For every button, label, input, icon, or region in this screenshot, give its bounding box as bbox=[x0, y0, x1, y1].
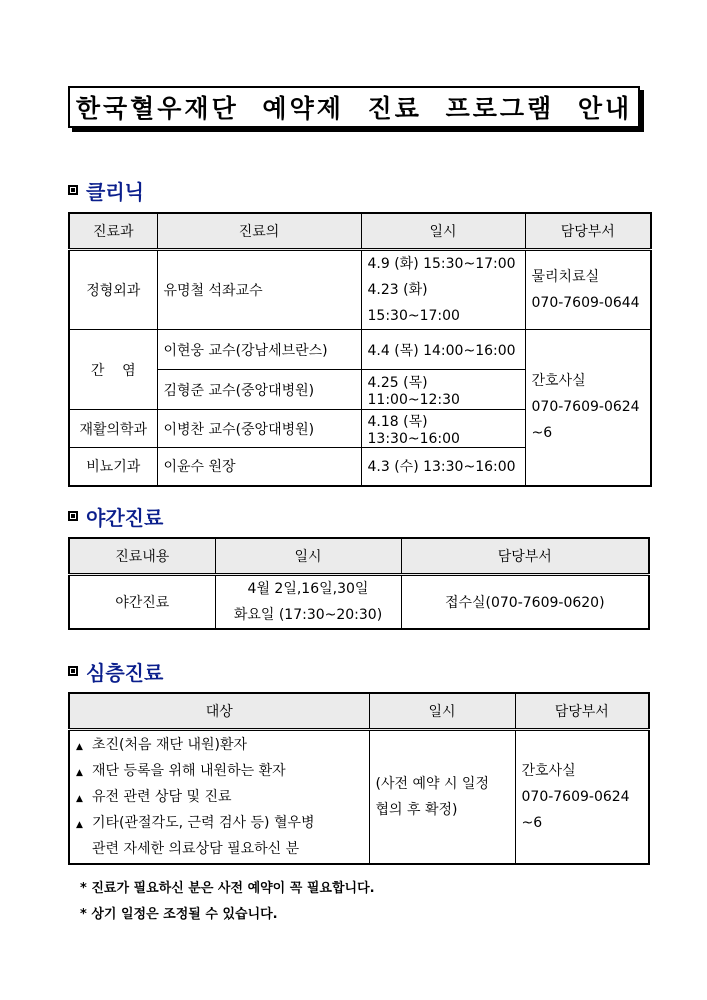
doctor-cell: 이병찬 교수(중앙대병원) bbox=[157, 410, 361, 448]
schedule-cell bbox=[369, 730, 515, 865]
table-row bbox=[69, 330, 651, 370]
triangle-bullet-icon: ▲ bbox=[76, 794, 83, 804]
date-cell: 4.18 (목) 13:30~16:00 bbox=[361, 410, 525, 448]
header-cell: 일시 bbox=[361, 213, 525, 250]
dept-cell: 비뇨기과 bbox=[69, 448, 157, 486]
notes bbox=[80, 876, 375, 928]
contact-name: 간호사실 bbox=[531, 373, 586, 390]
square-bullet-icon bbox=[68, 666, 78, 676]
contact-phone-ext: ~6 bbox=[521, 815, 543, 831]
date-cell bbox=[361, 250, 525, 330]
contact-cell bbox=[525, 330, 651, 486]
table-header-row bbox=[69, 693, 649, 730]
section-heading-night bbox=[68, 502, 163, 530]
list-item: ▲ 기타(관절각도, 근력 검사 등) 혈우병 bbox=[76, 811, 363, 837]
night-table bbox=[68, 537, 650, 630]
date-line: 4월 2일,16일,30일 bbox=[247, 581, 369, 597]
contact-phone: 070-7609-0624 bbox=[521, 789, 630, 805]
doctor-cell: 이현웅 교수(강남세브란스) bbox=[157, 330, 361, 370]
header-cell: 담당부서 bbox=[515, 693, 649, 730]
header-cell: 담당부서 bbox=[525, 213, 651, 250]
date-cell bbox=[215, 575, 401, 630]
section-heading-deep bbox=[68, 657, 163, 685]
date-line: 4.9 (화) 15:30~17:00 bbox=[367, 256, 516, 272]
schedule-line: 협의 후 확정) bbox=[375, 802, 458, 818]
target-list bbox=[76, 731, 363, 863]
note-line: * 상기 일정은 조정될 수 있습니다. bbox=[80, 907, 278, 922]
target-cell bbox=[69, 730, 369, 865]
date-cell: 4.4 (목) 14:00~16:00 bbox=[361, 330, 525, 370]
dept-cell: 정형외과 bbox=[69, 250, 157, 330]
section-heading-label: 클리닉 bbox=[86, 179, 144, 204]
header-cell: 대상 bbox=[69, 693, 369, 730]
contact-phone: 070-7609-0624 bbox=[531, 399, 640, 416]
contact-phone-ext: ~6 bbox=[531, 425, 553, 442]
date-cell: 4.25 (목) 11:00~12:30 bbox=[361, 370, 525, 410]
date-cell: 4.3 (수) 13:30~16:00 bbox=[361, 448, 525, 486]
page-title: 한국혈우재단 예약제 진료 프로그램 안내 bbox=[68, 86, 640, 128]
list-item: ▲ 초진(처음 재단 내원)환자 bbox=[76, 733, 363, 759]
list-item: ▲ 유전 관련 상담 및 진료 bbox=[76, 785, 363, 811]
square-bullet-icon bbox=[68, 511, 78, 521]
dept-cell: 재활의학과 bbox=[69, 410, 157, 448]
table-row bbox=[69, 250, 651, 330]
table-row bbox=[69, 575, 649, 630]
table-header-row bbox=[69, 538, 649, 575]
dept-cell: 간 염 bbox=[69, 330, 157, 410]
list-item: 관련 자세한 의료상담 필요하신 분 bbox=[92, 841, 300, 857]
clinic-table bbox=[68, 212, 652, 487]
triangle-bullet-icon: ▲ bbox=[76, 820, 83, 830]
date-line: 화요일 (17:30~20:30) bbox=[233, 607, 383, 623]
date-line: 4.23 (화) 15:30~17:00 bbox=[367, 282, 460, 324]
contact-cell bbox=[515, 730, 649, 865]
triangle-bullet-icon: ▲ bbox=[76, 742, 83, 752]
section-heading-label: 심층진료 bbox=[86, 660, 164, 685]
schedule-line: (사전 예약 시 일정 bbox=[375, 776, 489, 792]
table-row bbox=[69, 730, 649, 865]
header-cell: 일시 bbox=[215, 538, 401, 575]
deep-table bbox=[68, 692, 650, 865]
triangle-bullet-icon: ▲ bbox=[76, 768, 83, 778]
doctor-cell: 유명철 석좌교수 bbox=[157, 250, 361, 330]
section-heading-label: 야간진료 bbox=[86, 505, 164, 530]
header-cell: 진료의 bbox=[157, 213, 361, 250]
contact-name: 간호사실 bbox=[521, 763, 576, 779]
table-header-row bbox=[69, 213, 651, 250]
contact-cell: 접수실(070-7609-0620) bbox=[401, 575, 649, 630]
content-cell: 야간진료 bbox=[69, 575, 215, 630]
header-cell: 진료내용 bbox=[69, 538, 215, 575]
contact-phone: 070-7609-0644 bbox=[531, 295, 640, 311]
doctor-cell: 김형준 교수(중앙대병원) bbox=[157, 370, 361, 410]
header-cell: 일시 bbox=[369, 693, 515, 730]
header-cell: 담당부서 bbox=[401, 538, 649, 575]
square-bullet-icon bbox=[68, 185, 78, 195]
header-cell: 진료과 bbox=[69, 213, 157, 250]
note-line: * 진료가 필요하신 분은 사전 예약이 꼭 필요합니다. bbox=[80, 881, 375, 896]
list-item: ▲ 재단 등록을 위해 내원하는 환자 bbox=[76, 759, 363, 785]
doctor-cell: 이윤수 원장 bbox=[157, 448, 361, 486]
section-heading-clinic bbox=[68, 176, 144, 204]
contact-name: 물리치료실 bbox=[531, 269, 600, 285]
contact-cell bbox=[525, 250, 651, 330]
